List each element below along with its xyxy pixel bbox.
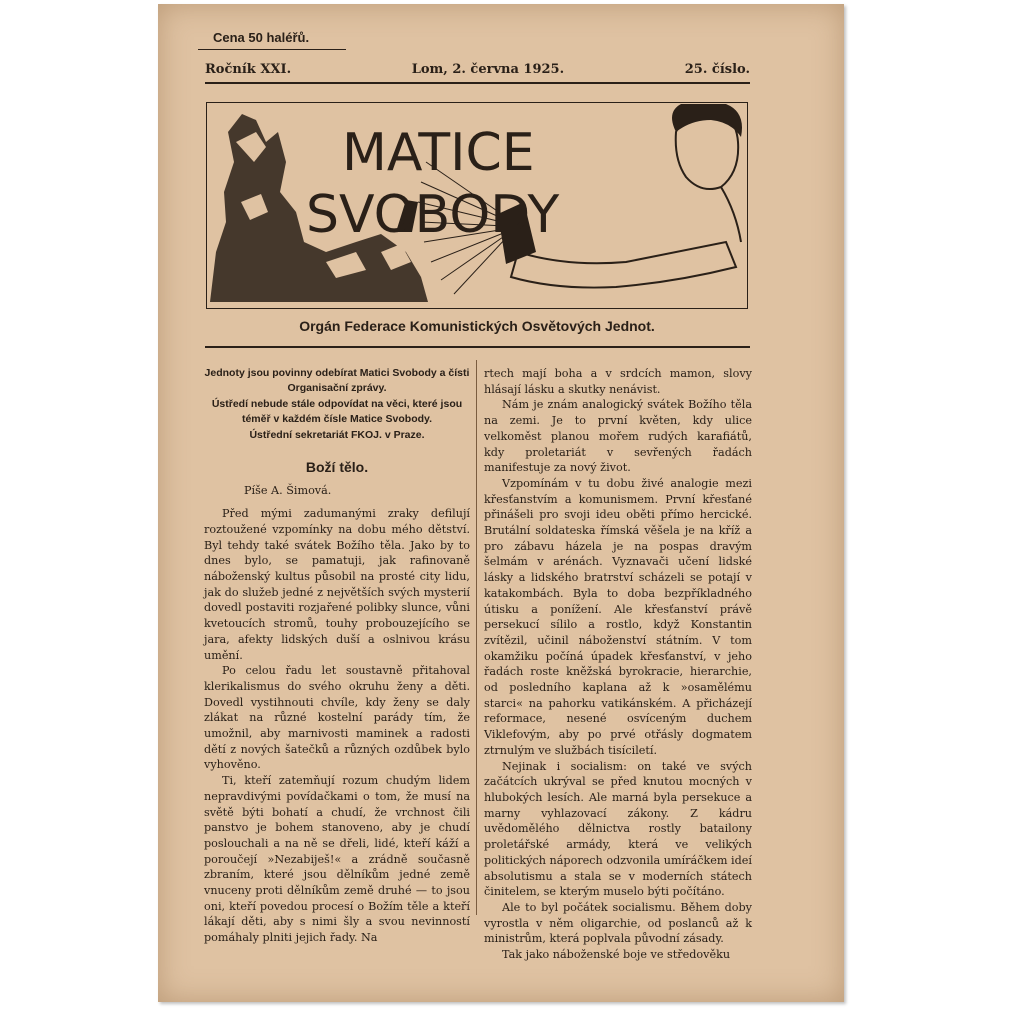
header-line [205,62,750,77]
paragraph: Nám je znám analogický svátek Božího těla na zemi. Je to první květen, kdy ulice velkoměst planou mořem rudých karafiátů, kdy proletariát v sevřených řadách manifestuje za nový život. [484,398,752,475]
paragraph: Nejinak i socialism: on také ve svých začátcích ukrýval se před knutou mocných v hlubokých lesích. Ale marná byla persekuce a marny vyhlazovací zákony. Z kádru uvědomělého dělnictva rostly batailony proletářské armády, která ve velikých politických náporech odzvonila umíráčkem ideí absolutismu a stala se v moderních státech činitelem, se kterým muselo býti počítáno. [484,759,752,899]
right-column [484,366,752,963]
article-title: Boží tělo. [305,458,369,475]
paragraph: Po celou řadu let soustavně přitahoval klerikalismus do svého okruhu ženy a děti. Dovedl vystihnouti chvíle, kdy ženy se daly zlákat na různé kostelní parády tím, že umožnil, aby marnivosti maminek a radosti dětí z nových šatečků a různých ozdůbek bylo vyhověno. [204,664,470,772]
paragraph: Ale to byl počátek socialismu. Během doby vyrostla v něm oligarchie, od poslanců až k ministrům, která poplvala původní zásady. [484,900,752,946]
paragraph: Vzpomínám v tu dobu živé analogie mezi křesťanstvím a komunismem. První křesťané přinášeli pro svoji ideu oběti přímo hercické. Brutální soldateska římská věšela je na kříž a pro zábavu házela je na pospas dravým šelmám v arénách. Vyznavači učení lidské lásky a lidského bratrství scházeli se potají v katakombách. Byla to doba bezpříkladného útisku a ponížení. Ale křesťanství právě persekucí sílilo a rostlo, když Konstantin zvítězil, učinil náboženství státním. V tom okamžiku počíná úpadek křesťanství, v jeho řadách roste kněžská byrokracie, hierarchie, od posledního kaplana až k »osamělému starci« na pahorku vatikánském. A přicházejí reformace, nesené osvíceným duchem Viklefovým, aby po prvé otřásly dogmatem ztrnulým ve službách tisíciletí. [484,476,752,757]
column-divider [476,360,477,915]
issue-label: 25. číslo. [684,62,750,77]
paragraph: Před mými zadumanými zraky defilují roztoužené vzpomínky na dobu mého dětství. Byl tehdy také svátek Božího těla. Jako by to dnes bylo, se pamatuji, jak rafinovaně náboženský kultus působil na prosté city lidu, jak do služeb jedné z největších svých mysterií dovedl postaviti rozjařené polibky slunce, vůni kvetoucích stromů, touhy probouzejícího se jara, afekty lidských duší a oslnivou krásu umění. [204,507,470,662]
subtitle: Orgán Federace Komunistických Osvětových Jednot. [299,318,655,334]
notice-box [204,366,470,443]
paragraph: rtech mají boha a v srdcích mamon, slovy hlásají lásku a skutky nenávist. [484,367,752,396]
article-byline: Píše A. Šimová. [244,483,332,497]
masthead-title-line1: MATICE [342,123,535,183]
paragraph: Ti, kteří zatemňují rozum chudým lidem nepravdivými povídačkami o tom, že musí na světě býti bohatí a chudí, že vrchnost čili panstvo je bohem stanoveno, aby je chudí poslouchali a na ně se dřeli, lidé, kteří káží a poroučejí »Nezabiješ!« a zrádně současně zbraním, které jsou dělníkům jedné země vnuceny proti dělníkům země druhé — to jsou oni, kteří povedou procesí o Božím těle a kteří lákají děti, aby s nimi šly a svou nevinností pomáhaly plniti jejich řady. Na [204,774,470,945]
date-label: Lom, 2. června 1925. [411,62,565,77]
masthead-illustration [206,102,748,309]
volume-label: Ročník XXI. [205,62,292,77]
woman-figure-illustration [672,104,742,242]
notice-line: Ústředí nebude stále odpovídat na věci, které jsou téměř v každém čísle Matice Svobody. [211,398,463,425]
left-column [204,366,470,946]
subtitle-rule [205,346,750,348]
price-label: Cena 50 haléřů. [213,30,310,45]
price-underline [198,49,346,50]
arm-illustration [511,242,736,288]
notice-line: Ústřední sekretariát FKOJ. v Praze. [249,429,425,441]
header-rule [205,82,750,84]
notice-line: Jednoty jsou povinny odebírat Matici Svobody a čísti Organisační zprávy. [204,367,470,394]
paragraph: Tak jako náboženské boje ve středověku [502,948,731,962]
masthead-title-line2: SVOBODY [306,185,560,245]
